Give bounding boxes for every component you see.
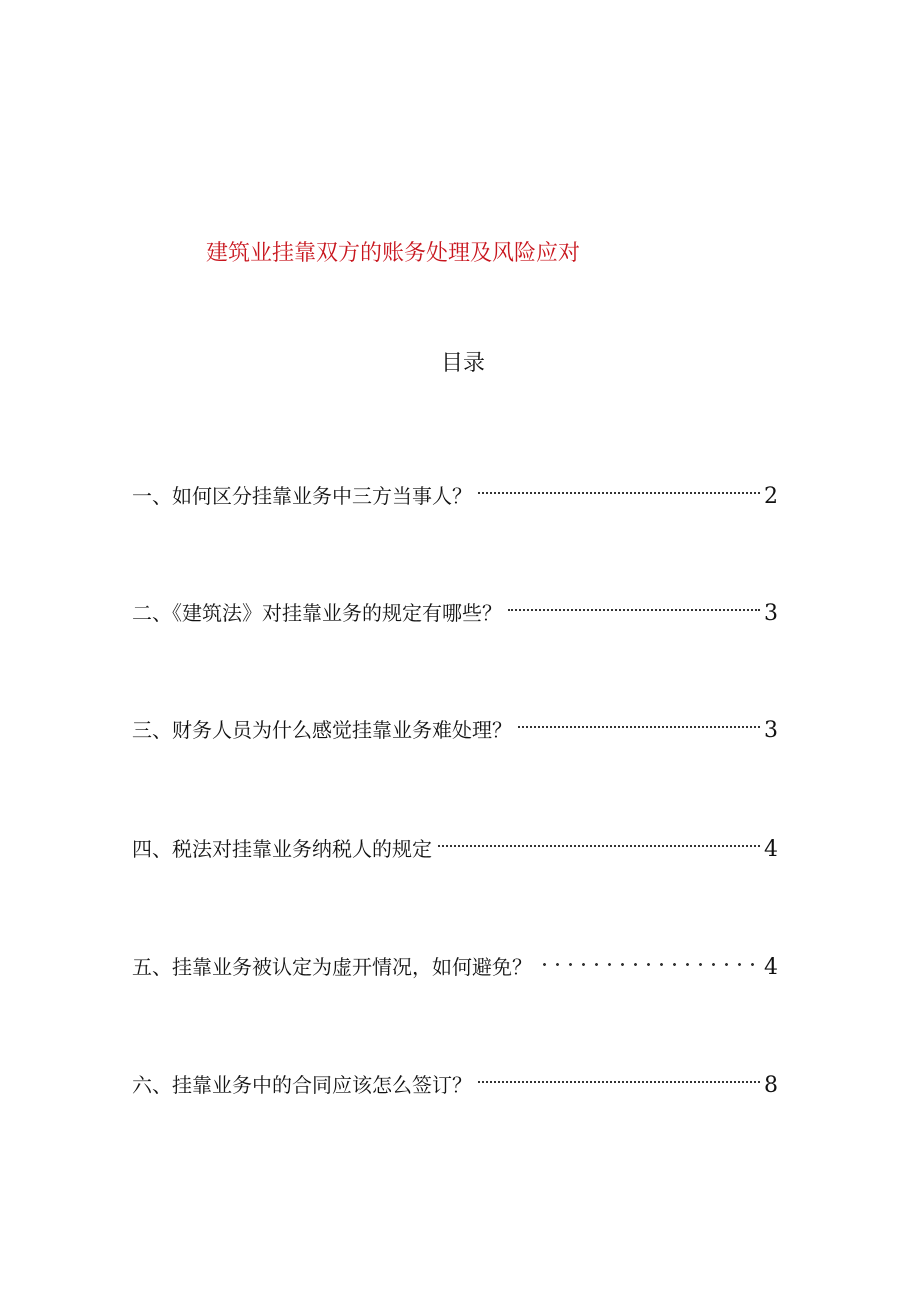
toc-dot-leader: [478, 1056, 760, 1092]
toc-page-number: 3: [764, 718, 778, 743]
toc-heading: 目录: [440, 351, 485, 376]
toc-entry-label: 五、挂靠业务被认定为虚开情况，如何避免？: [132, 955, 532, 979]
toc-dot-leader: [508, 584, 760, 620]
toc-entry-2[interactable]: [132, 584, 778, 626]
toc-entry-6[interactable]: [132, 1056, 778, 1098]
toc-entry-3[interactable]: [132, 701, 778, 743]
toc-entry-4[interactable]: [132, 820, 778, 862]
toc-page-number: 4: [764, 955, 778, 980]
document-title: 建筑业挂靠双方的账务处理及风险应对: [206, 241, 581, 266]
toc-dot-leader: [438, 820, 760, 856]
toc-page-number: 8: [764, 1073, 778, 1098]
toc-entry-label: 六、挂靠业务中的合同应该怎么签订？: [132, 1073, 472, 1097]
toc-entry-label: 二、《建筑法》对挂靠业务的规定有哪些？: [132, 601, 502, 625]
toc-dot-leader: [538, 938, 760, 974]
toc-entry-5[interactable]: [132, 938, 778, 980]
toc-entry-label: 一、如何区分挂靠业务中三方当事人？: [132, 484, 472, 508]
toc-entry-label: 三、财务人员为什么感觉挂靠业务难处理？: [132, 718, 512, 742]
toc-dot-leader: [478, 467, 760, 503]
toc-page-number: 4: [764, 837, 778, 862]
toc-page-number: 2: [764, 484, 778, 509]
toc-entry-label: 四、税法对挂靠业务纳税人的规定: [132, 837, 432, 861]
toc-page-number: 3: [764, 601, 778, 626]
toc-dot-leader: [518, 701, 760, 737]
toc-entry-1[interactable]: [132, 467, 778, 509]
